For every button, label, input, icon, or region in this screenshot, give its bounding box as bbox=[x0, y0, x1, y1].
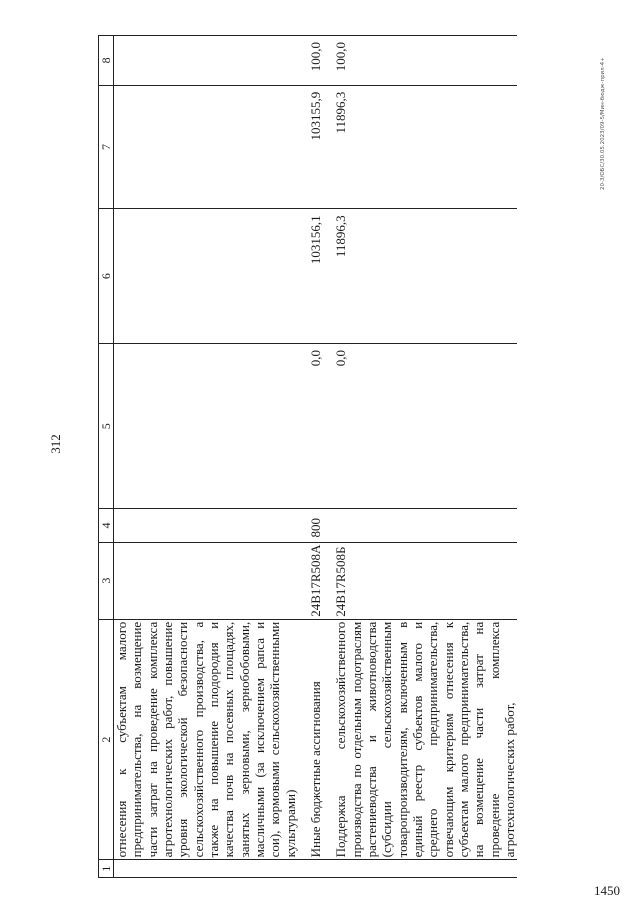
cell-description: Иные бюджетные ассигнования bbox=[308, 619, 323, 860]
cell-percent bbox=[114, 36, 298, 86]
cell-value-5: 0,0 bbox=[333, 343, 517, 509]
cell-target-code: 24В17R508Б bbox=[333, 542, 517, 619]
cell-number bbox=[308, 860, 323, 878]
cell-value-5: 0,0 bbox=[308, 343, 323, 509]
footer-page-number: 1450 bbox=[594, 883, 620, 898]
cell-description: Поддержка сельскохозяйственного производства по отдельным подотраслям растениеводства и животноводства (субсидии сельскохозяйственным товаропроизводителям, включенным в единый реестр субъектов малого и среднего предпринимательства, отвечающим критериям отнесения к субъектам малого предпринимательства, на возмещение части затрат на проведение комплекса агротехнологических работ, bbox=[333, 619, 517, 860]
cell-value-7: 11896,3 bbox=[333, 85, 517, 209]
table-row bbox=[333, 36, 517, 878]
cell-value-7: 103155,9 bbox=[308, 85, 323, 209]
cell-expense-type bbox=[333, 509, 517, 542]
spacer-row bbox=[298, 36, 308, 878]
cell-value-6: 11896,3 bbox=[333, 209, 517, 344]
header-col-4: 4 bbox=[99, 509, 114, 542]
cell-percent: 100,0 bbox=[333, 36, 517, 86]
header-row bbox=[99, 36, 114, 878]
cell-target-code bbox=[114, 542, 298, 619]
cell-percent: 100,0 bbox=[308, 36, 323, 86]
cell-expense-type bbox=[114, 509, 298, 542]
cell-value-6: 103156,1 bbox=[308, 209, 323, 344]
cell-description: отнесения к субъектам малого предпринимательства, на возмещение части затрат на проведение комплекса агротехнологических работ, повышение уровня экологической безопасности сельскохозяйственного производства, а также на повышение плодородия и качества почв на посевных площадях, занятых зерновыми, зернобобовыми, масличными (за исключением рапса и сои), кормовыми сельскохозяйственными культурами) bbox=[114, 619, 298, 860]
header-col-3: 3 bbox=[99, 542, 114, 619]
budget-table-wrapper bbox=[98, 35, 598, 878]
header-col-1: 1 bbox=[99, 860, 114, 878]
cell-value-6 bbox=[114, 209, 298, 344]
spacer-row bbox=[323, 36, 333, 878]
cell-value-7 bbox=[114, 85, 298, 209]
table-row bbox=[308, 36, 323, 878]
cell-number bbox=[114, 860, 298, 878]
table-row bbox=[114, 36, 298, 878]
cell-number bbox=[333, 860, 517, 878]
page-number: 312 bbox=[48, 434, 63, 454]
header-col-8: 8 bbox=[99, 36, 114, 86]
cell-target-code: 24В17R508А bbox=[308, 542, 323, 619]
document-code: 20-3/ОБС/30.05.2023/09-5/Мин-бюдж-прил-4+ bbox=[600, 57, 606, 190]
budget-table bbox=[98, 35, 517, 878]
header-col-2: 2 bbox=[99, 619, 114, 860]
cell-expense-type: 800 bbox=[308, 509, 323, 542]
header-col-6: 6 bbox=[99, 209, 114, 344]
header-col-7: 7 bbox=[99, 85, 114, 209]
header-col-5: 5 bbox=[99, 343, 114, 509]
cell-value-5 bbox=[114, 343, 298, 509]
